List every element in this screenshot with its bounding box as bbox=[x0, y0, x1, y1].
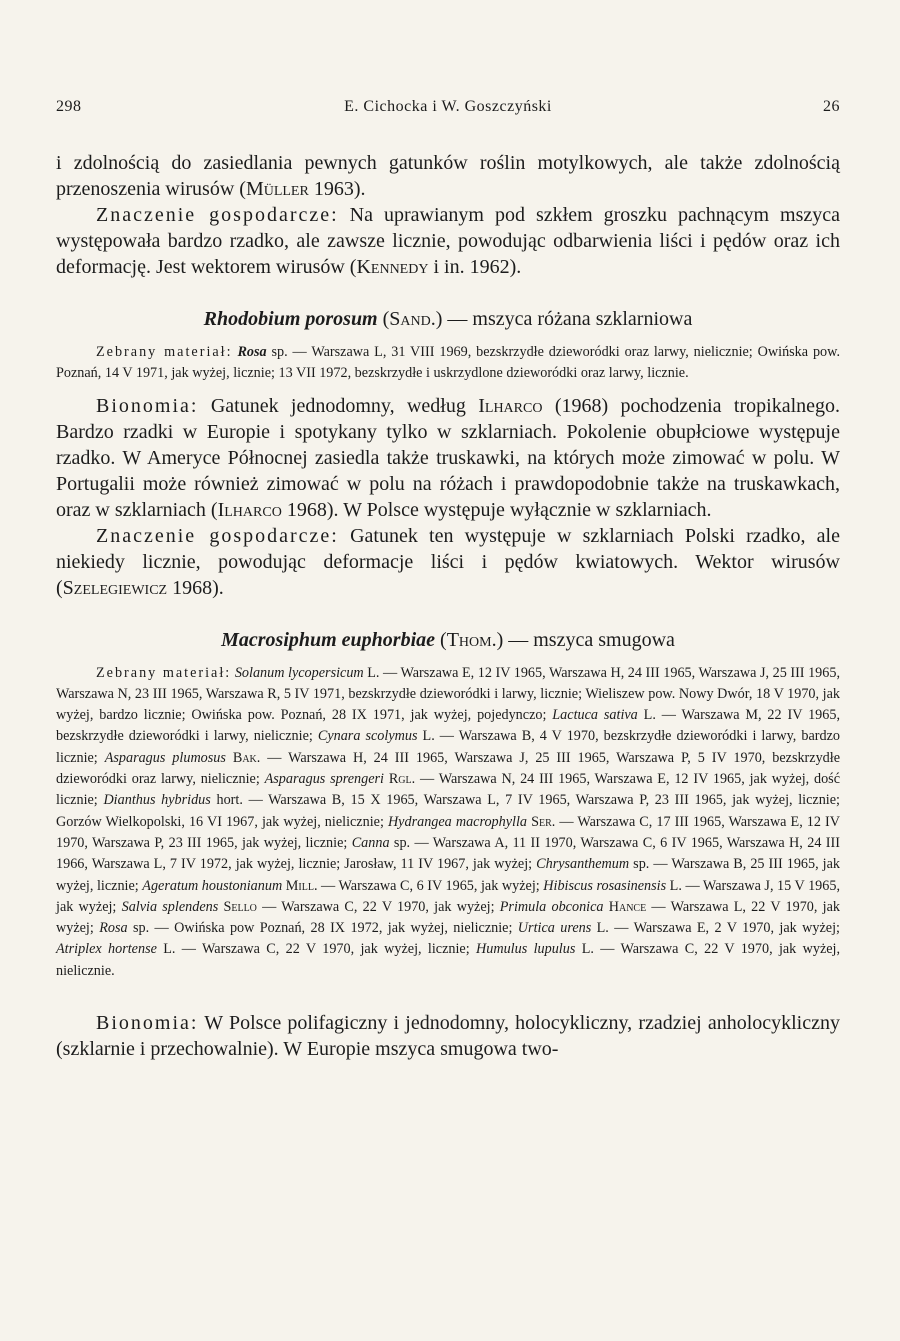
host-name: Solanum lycopersicum bbox=[234, 664, 364, 681]
host-name: Asparagus plumosus bbox=[104, 749, 226, 766]
taxon-author: Mill. bbox=[285, 877, 318, 894]
material-text: L. — Warszawa E, 12 IV 1965, Warszawa H, 24 III 1965, Warszawa J, 25 III 1965, Warszawa N, 23 III 1965, Warszawa R, 5 IV 1971, bezskrzydłe dzieworódki i larwy, licznie; Wieliszew pow. Nowy Dwór, 18 V 1970, jak wyżej, bardzo licznie; Owińska pow. Poznań, 28 IX 1971, jak wyżej, pojedynczo; bbox=[56, 664, 840, 724]
host-name: Asparagus sprengeri bbox=[264, 771, 384, 788]
host-name: Canna bbox=[351, 834, 390, 851]
material-text: L. — Warszawa M, 22 IV 1965, bezskrzydłe dzieworódki i larwy, nielicznie; bbox=[56, 707, 840, 745]
species-common-name: ) — mszyca smugowa bbox=[496, 628, 675, 651]
material-label: Zebrany materiał: bbox=[96, 664, 232, 681]
host-name: Urtica urens bbox=[517, 920, 592, 937]
material-text: — Warszawa C, 22 V 1970, jak wyżej; bbox=[256, 898, 500, 915]
material-text: sp. — Warszawa A, 11 II 1970, Warszawa C, 6 IV 1965, Warszawa H, 24 III 1966, Warszawa L, 7 IV 1972, jak wyżej, licznie; Jarosław, 11 IV 1967, jak wyżej; bbox=[56, 834, 840, 873]
host-name: Rosa bbox=[237, 344, 267, 360]
bionomia-label: Bionomia: bbox=[96, 1012, 199, 1035]
species-name: Rhodobium porosum bbox=[203, 308, 378, 330]
material-text: sp. — Warszawa B, 25 III 1965, jak wyżej, licznie; bbox=[56, 856, 841, 894]
material-text: L. — Warszawa C, 22 V 1970, jak wyżej, nielicznie. bbox=[56, 941, 841, 979]
material-text: — Warszawa L, 22 V 1970, jak wyżej; bbox=[56, 898, 841, 937]
znaczenie-text: Na uprawianym pod szkłem groszku pachnącym mszyca występowała bardzo rzadko, ale zawsze licznie, powodując odbarwienia liści i pędów oraz ich deformację. Jest wektorem wirusów ( bbox=[56, 204, 840, 278]
host-name: Ageratum houstonianum bbox=[142, 877, 283, 894]
znaczenie-author: Szelegiewicz bbox=[62, 576, 168, 599]
host-name: Salvia splendens bbox=[121, 898, 219, 915]
taxon-author: Hance bbox=[608, 898, 647, 915]
material-paragraph-rhodobium bbox=[56, 342, 840, 385]
znaczenie-author: Kennedy bbox=[356, 256, 429, 278]
material-text: L. — Warszawa C, 22 V 1970, jak wyżej, licznie; bbox=[156, 941, 476, 958]
page-number-left: 298 bbox=[56, 98, 82, 115]
taxon-author: Bak. bbox=[232, 749, 261, 766]
bionomia-text: Gatunek jednodomny, według bbox=[198, 394, 479, 417]
material-text: L. — Warszawa B, 4 V 1970, bezskrzydłe dzieworódki i larwy, bardzo licznie; bbox=[56, 728, 840, 766]
material-text: sp. — Owińska pow Poznań, 28 IX 1972, jak wyżej, nielicznie; bbox=[127, 920, 518, 937]
bionomia-author: Ilharco bbox=[217, 498, 282, 521]
host-name: Hydrangea macrophylla bbox=[387, 813, 528, 830]
material-text: L. — Warszawa E, 2 V 1970, jak wyżej; bbox=[591, 920, 840, 937]
author-paren: ( bbox=[377, 308, 390, 330]
running-title: E. Cichocka i W. Goszczyński bbox=[344, 98, 552, 115]
material-text: L. — Warszawa J, 15 V 1965, jak wyżej; bbox=[56, 877, 841, 915]
bionomia-paragraph-macrosiphum bbox=[56, 1010, 840, 1062]
znaczenie-tail: i in. 1962). bbox=[428, 256, 522, 278]
bionomia-author: Ilharco bbox=[478, 394, 543, 417]
material-text: hort. — Warszawa B, 15 X 1965, Warszawa L, 7 IV 1965, Warszawa P, 23 III 1965, jak wyżej, licznie; Gorzów Wielkopolski, 16 VI 1967, jak wyżej, nielicznie; bbox=[56, 792, 840, 830]
intro-text: i zdolnością do zasiedlania pewnych gatunków roślin motylkowych, ale także zdolnością przenoszenia wirusów ( bbox=[56, 152, 840, 200]
material-text: sp. — Warszawa L, 31 VIII 1969, bezskrzydłe dzieworódki oraz larwy, nielicznie; Owińska pow. Poznań, 14 V 1971, jak wyżej, licznie; 13 VII 1972, bezskrzydłe i uskrzydlone dzieworódki oraz larwy, licznie. bbox=[56, 344, 841, 382]
intro-year: 1963). bbox=[308, 178, 366, 200]
intro-znaczenie-paragraph bbox=[56, 202, 840, 280]
author-paren: ( bbox=[435, 628, 447, 651]
taxon-author: Sello bbox=[223, 898, 257, 915]
page-number-right: 26 bbox=[823, 98, 840, 115]
host-name: Atriplex hortense bbox=[56, 941, 157, 958]
znaczenie-text: Gatunek ten występuje w szklarniach Polski rzadko, ale niekiedy licznie, powodując deformacje liści i pędów kwiatowych. Wektor wirusów ( bbox=[56, 524, 840, 599]
host-name: Hibiscus rosasinensis bbox=[543, 877, 667, 894]
page-header bbox=[56, 98, 840, 126]
taxon-author: Ser. bbox=[531, 813, 556, 830]
host-name: Humulus lupulus bbox=[476, 941, 576, 958]
host-name: Primula obconica bbox=[499, 898, 604, 915]
material-text: — Warszawa C, 6 IV 1965, jak wyżej; bbox=[317, 877, 544, 894]
species-common-name: ) — mszyca różana szklarniowa bbox=[435, 308, 693, 330]
host-name: Rosa bbox=[99, 920, 128, 937]
material-text: — Warszawa C, 17 III 1965, Warszawa E, 12 IV 1970, Warszawa P, 23 III 1965, jak wyżej, licznie; bbox=[56, 813, 841, 851]
species-heading-rhodobium bbox=[56, 306, 840, 332]
species-name: Macrosiphum euphorbiae bbox=[221, 628, 436, 651]
material-label: Zebrany materiał: bbox=[96, 344, 233, 360]
bionomia-paragraph-rhodobium bbox=[56, 393, 840, 523]
host-name: Dianthus hybridus bbox=[103, 792, 211, 809]
znaczenie-text: 1968). bbox=[167, 576, 224, 599]
taxon-author: Rgl. bbox=[388, 771, 416, 788]
bionomia-label: Bionomia: bbox=[96, 394, 199, 417]
znaczenie-label: Znaczenie gospodarcze: bbox=[96, 524, 339, 547]
intro-author: Müller bbox=[245, 178, 309, 200]
bionomia-text: W Polsce polifagiczny i jednodomny, holocykliczny, rzadziej anholocykliczny (szklarnie i przechowalnie). W Europie mszyca smugowa two- bbox=[56, 1012, 840, 1061]
host-name: Lactuca sativa bbox=[552, 707, 638, 724]
bionomia-text: (1968) pochodzenia tropikalnego. Bardzo rzadki w Europie i spotykany tylko w szklarniach. Pokolenie obupłciowe występuje rzadko. W Ameryce Północnej zasiedla także truskawki, na których może zimować w polu. W Portugalii może również zimować w polu na różach i prawdopodobnie także na truskawkach, oraz w szklarniach ( bbox=[56, 394, 841, 521]
intro-paragraph bbox=[56, 150, 840, 202]
material-text: — Warszawa H, 24 III 1965, Warszawa J, 25 III 1965, Warszawa P, 5 IV 1970, bezskrzydłe dzieworódki oraz larwy, nielicznie; bbox=[56, 749, 841, 788]
material-text: — Warszawa N, 24 III 1965, Warszawa E, 12 IV 1965, jak wyżej, dość licznie; bbox=[56, 771, 841, 809]
znaczenie-paragraph-rhodobium bbox=[56, 523, 840, 601]
species-author: Sand. bbox=[389, 308, 436, 330]
page-body bbox=[56, 150, 840, 1062]
species-author: Thom. bbox=[446, 628, 497, 651]
host-name: Chrysanthemum bbox=[536, 856, 630, 873]
material-paragraph-macrosiphum bbox=[56, 663, 840, 982]
znaczenie-label: Znaczenie gospodarcze: bbox=[96, 204, 339, 226]
bionomia-text: 1968). W Polsce występuje wyłącznie w szklarniach. bbox=[281, 498, 712, 521]
species-heading-macrosiphum bbox=[56, 627, 840, 653]
host-name: Cynara scolymus bbox=[317, 728, 418, 745]
